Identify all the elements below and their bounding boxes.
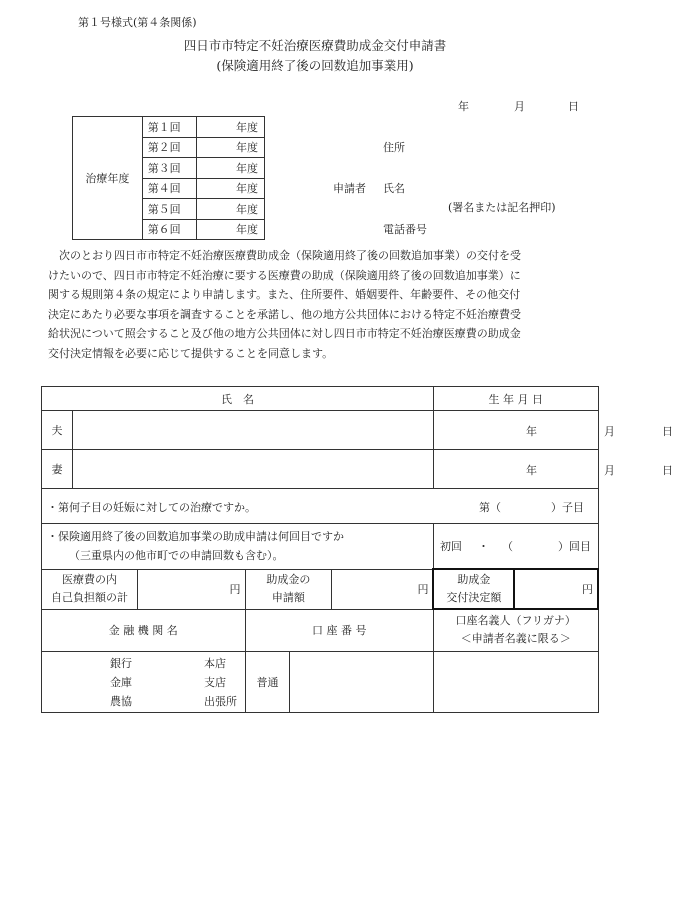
paragraph-line: けたいので、四日市市特定不妊治療に要する医療費の助成（保険適用終了後の回数追加事業）に [48,268,521,282]
yen-unit: 円 [229,583,241,596]
decision-amount-field[interactable] [514,569,598,609]
account-number-header: 口 座 番 号 [245,609,433,651]
seal-note: (署名または記名押印) [448,201,556,214]
dob-header: 生 年 月 日 [433,387,598,411]
husband-label: 夫 [42,411,73,450]
treatment-year-field[interactable]: 年度 [197,219,265,240]
treatment-year-field[interactable]: 年度 [197,158,265,179]
treatment-year-field[interactable]: 年度 [197,137,265,158]
husband-dob-field[interactable] [433,411,673,450]
account-holder-header [433,609,598,651]
decision-amount-label [433,569,514,609]
treatment-year-label: 治療年度 [73,117,143,240]
application-count-question-cell [42,524,434,570]
treatment-round: 第２回 [142,137,197,158]
address-label: 住所 [383,141,405,154]
page-subtitle: (保険適用終了後の回数追加事業用) [216,58,414,73]
child-number-suffix: ）子目 [551,501,584,514]
treatment-round: 第３回 [142,158,197,179]
decision-label-line2: 交付決定額 [446,591,502,604]
child-number-prefix: 第（ [479,501,501,514]
date-year-label: 年 [458,100,469,113]
dob-day-label: 日 [661,464,673,477]
count-first-label: 初回 [439,540,462,553]
phone-label: 電話番号 [383,223,427,236]
application-count-note: （三重県内の他市町での申請回数も含む）。 [69,549,284,563]
count-suffix: ）回目 [557,540,591,553]
branch-type-label: 本店 [204,656,226,670]
self-pay-label [42,569,138,609]
self-pay-amount-field[interactable] [137,569,245,609]
paragraph-line: 決定にあたり必要な事項を調査することを承諾し、他の地方公共団体における特定不妊治療費受 [48,307,521,321]
account-holder-field[interactable] [433,651,598,712]
wife-dob-field[interactable] [433,450,673,489]
treatment-year-field[interactable]: 年度 [197,178,265,199]
paragraph-line: 交付決定情報を必要に応じて提供することを同意します。 [48,346,334,360]
account-number-field[interactable] [290,651,434,712]
branch-type-label: 出張所 [204,694,237,708]
request-amount-field[interactable] [332,569,434,609]
request-amount-label [245,569,332,609]
applicant-label: 申請者 [333,182,366,195]
dob-month-label: 月 [603,425,615,438]
decision-label-line1: 助成金 [457,573,491,586]
page-title: 四日市市特定不妊治療医療費助成金交付申請書 [183,38,447,53]
self-pay-label-line1: 医療費の内 [61,573,117,586]
count-separator: ・ [477,540,489,553]
date-day-label: 日 [568,100,579,113]
treatment-round: 第１回 [142,117,197,138]
yen-unit: 円 [417,583,429,596]
name-label: 氏名 [383,182,405,195]
paragraph-line: 次のとおり四日市市特定不妊治療医療費助成金（保険適用終了後の回数追加事業）の交付を受 [59,249,521,262]
application-count-question: ・保険適用終了後の回数追加事業の助成申請は何回目ですか [47,530,344,544]
branch-type-label: 支店 [204,675,226,689]
paragraph-line: 給状況について照会すること及び他の地方公共団体に対し四日市市特定不妊治療医療費の助成金 [48,327,521,341]
bank-header: 金 融 機 関 名 [42,609,246,651]
account-type-cell[interactable] [245,651,290,712]
bank-name-field[interactable] [42,651,246,712]
child-number-question: ・第何子目の妊娠に対しての治療ですか。 [47,501,256,514]
dob-year-label: 年 [525,425,537,438]
holder-header-line1: 口座名義人（フリガナ） [455,614,576,628]
treatment-year-field[interactable]: 年度 [197,199,265,220]
request-label-line1: 助成金の [266,573,311,586]
dob-month-label: 月 [603,464,615,477]
name-header: 氏 名 [42,387,434,411]
holder-header-line2: ＜申請者名義に限る＞ [460,632,571,646]
treatment-year-table [72,116,265,240]
request-label-line2: 申請額 [271,591,305,604]
account-type-label: 普通 [256,675,279,689]
form-number: 第１号様式(第４条関係) [78,16,197,29]
consent-paragraph [48,246,580,364]
bank-type-label: 農協 [110,694,132,708]
dob-year-label: 年 [525,464,537,477]
application-count-field[interactable] [433,524,598,570]
paragraph-line: 関する規則第４条の規定により申請します。また、住所要件、婚姻要件、年齢要件、その他交付 [48,288,521,302]
yen-unit: 円 [582,583,593,596]
date-month-label: 月 [514,100,525,113]
treatment-round: 第４回 [142,178,197,199]
bank-type-label: 銀行 [110,656,132,670]
treatment-round: 第５回 [142,199,197,220]
dob-day-label: 日 [661,425,673,438]
child-number-row[interactable] [42,489,599,524]
treatment-round: 第６回 [142,219,197,240]
bank-type-label: 金庫 [110,675,132,689]
wife-label: 妻 [42,450,73,489]
treatment-year-field[interactable]: 年度 [197,117,265,138]
count-open-paren: （ [501,540,513,553]
application-table [41,386,673,713]
wife-name-field[interactable] [72,450,433,489]
husband-name-field[interactable] [72,411,433,450]
self-pay-label-line2: 自己負担額の計 [50,591,128,604]
